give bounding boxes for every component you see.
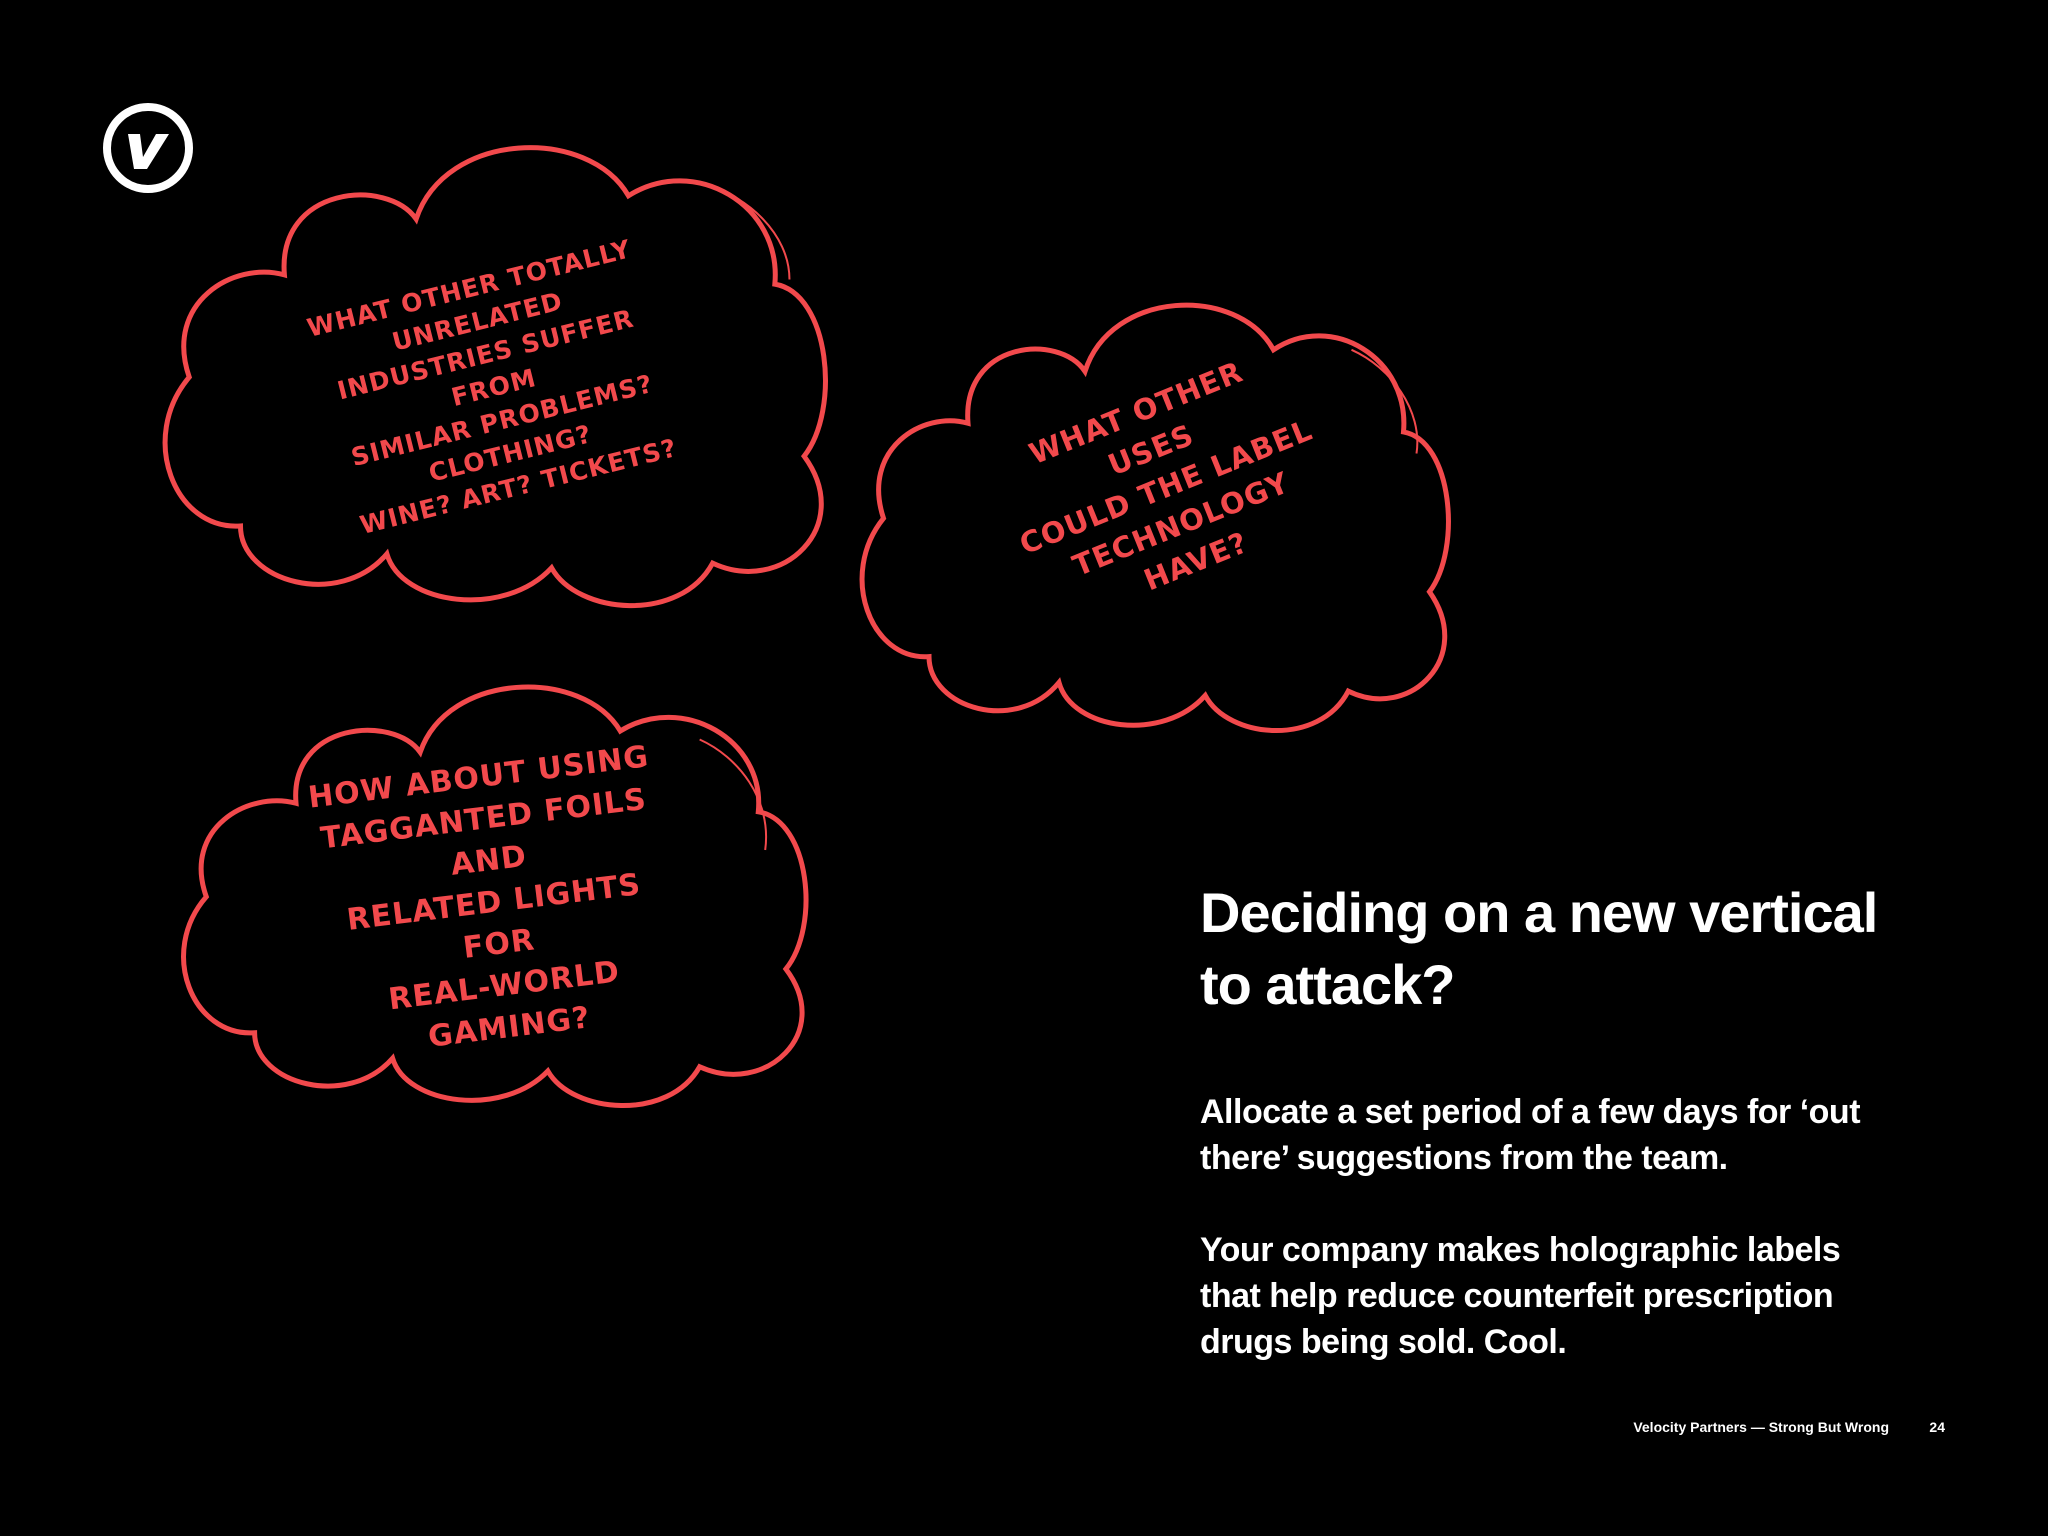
body-paragraph: Allocate a set period of a few days for ‘out there’ suggestions from the team. — [1200, 1093, 1861, 1177]
thought-cloud — [838, 298, 1488, 730]
body-paragraph: Your company makes holographic labels that help reduce counterfeit prescription drugs being sold. Cool. — [1200, 1231, 1841, 1361]
cloud-question-text: WHAT OTHER USES COULD THE LABEL TECHNOLOGY HAVE? — [1014, 354, 1318, 598]
footer-document-title: Velocity Partners — Strong But Wrong — [1633, 1419, 1889, 1435]
thought-cloud — [138, 140, 870, 605]
cloud-question-text: HOW ABOUT USING TAGGANTED FOILS AND RELATED LIGHTS FOR REAL-WORLD GAMING? — [306, 738, 651, 1055]
thought-cloud — [158, 680, 848, 1105]
slide-heading: Deciding on a new vertical to attack? — [1200, 881, 1878, 1016]
page-number: 24 — [1929, 1419, 1945, 1435]
cloud-question-text: WHAT OTHER TOTALLY UNRELATED INDUSTRIES SUFFER FROM SIMILAR PROBLEMS? CLOTHING? WINE? ART? TICKETS? — [304, 233, 680, 540]
